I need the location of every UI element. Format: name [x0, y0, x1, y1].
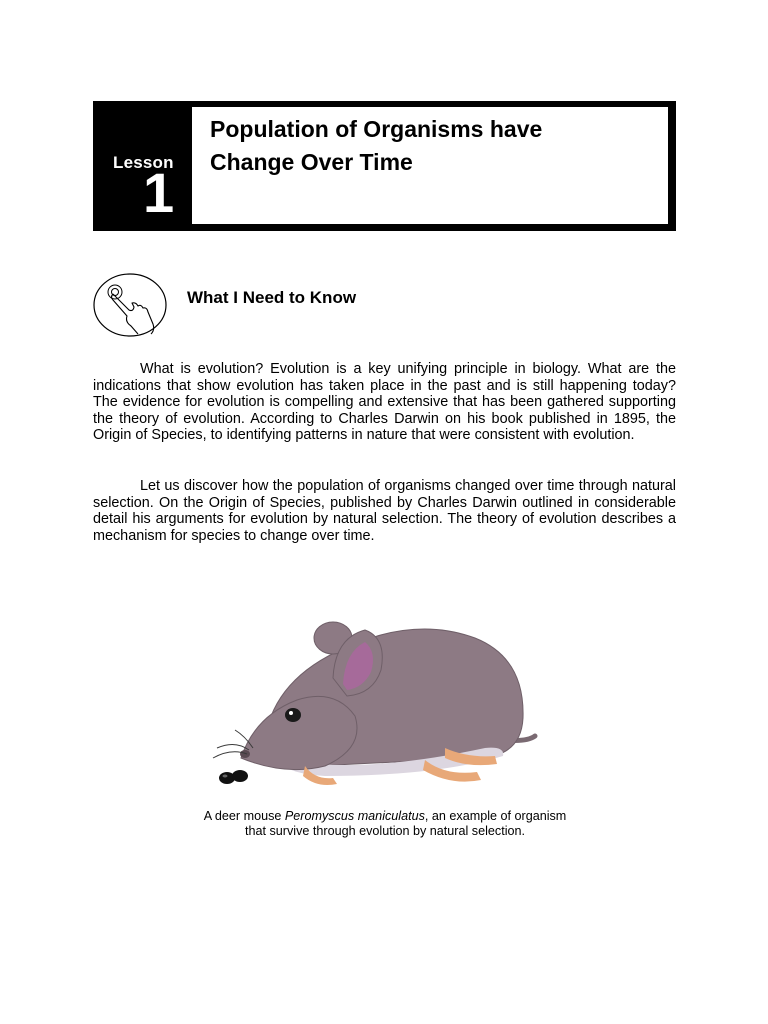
section-heading: What I Need to Know — [187, 288, 357, 307]
intro-paragraph: What is evolution? Evolution is a key unifying principle in biology. What are the indications that show evolution has taken place in the past and is still happening today? The evidence for evolution is compelling and extensive that has been gathered supporting the theory of evolution. According to Charles Darwin on his book published in 1895, the Origin of Species, to identifying patterns in nature that were consistent with evolution. — [93, 361, 676, 444]
lesson-label: Lesson — [113, 153, 174, 172]
caption-line2: that survive through evolution by natural selection. — [244, 824, 526, 838]
caption-text-end: , an example of organism — [424, 809, 567, 823]
deer-mouse-illustration — [205, 608, 545, 798]
figure-caption — [160, 809, 610, 839]
lesson-header — [93, 101, 676, 231]
lesson-number: 1 — [143, 161, 175, 224]
caption-line1 — [160, 809, 610, 824]
caption-species-name: Peromyscus maniculatus — [284, 809, 425, 823]
hand-tap-icon — [93, 272, 169, 338]
caption-text-start: A deer mouse — [203, 809, 285, 823]
lesson-title-line1: Population of Organisms have — [210, 116, 543, 142]
discover-paragraph: Let us discover how the population of organisms changed over time through natural selection. On the Origin of Species, published by Charles Darwin outlined in considerable detail his arguments for evolution by natural selection. The theory of evolution describes a mechanism for species to change over time. — [93, 478, 676, 544]
lesson-title-line2: Change Over Time — [210, 149, 413, 175]
lesson-title-panel — [192, 107, 668, 224]
